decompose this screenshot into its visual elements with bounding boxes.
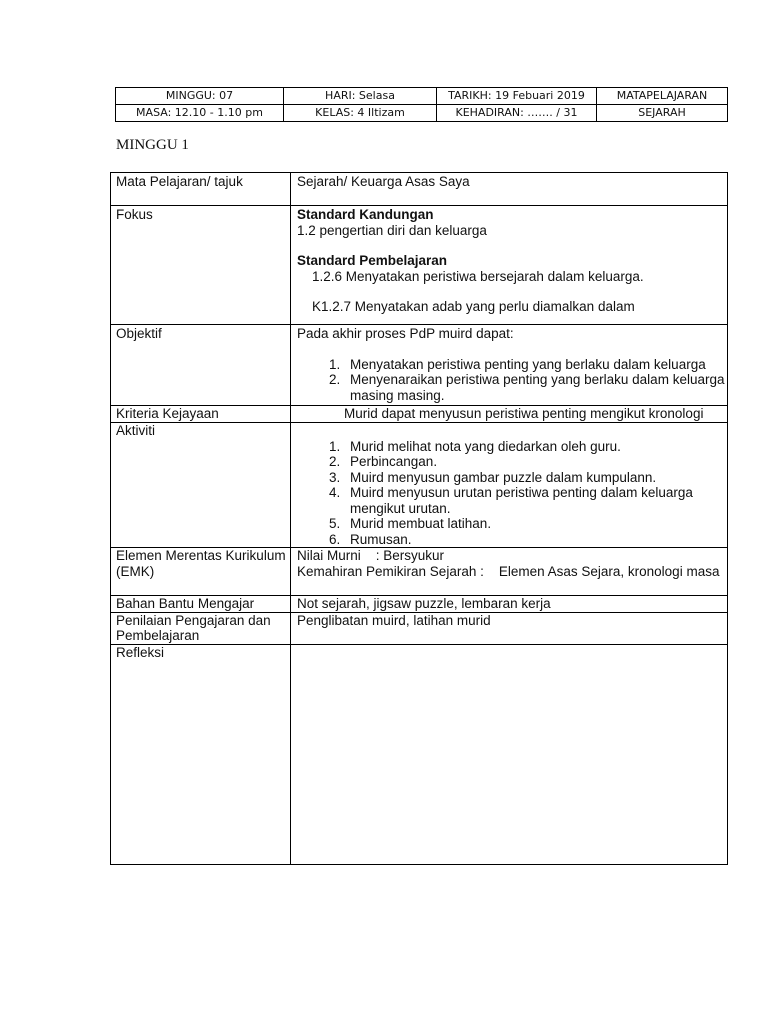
value-assessment: Penglibatan muird, latihan murid [291,612,728,644]
row-focus [111,206,728,325]
label-assessment: Penilaian Pengajaran dan Pembelajaran [111,612,291,644]
week-label: MINGGU 1 [116,137,189,153]
list-item: 4. Muird menyusun urutan peristiwa penting dalam keluarga mengikut urutan. [344,485,727,516]
value-activity [291,422,728,548]
header-table [115,87,728,122]
value-reflection [291,644,728,864]
value-focus [291,206,728,325]
label-reflection: Refleksi [111,644,291,864]
objective-list [297,357,727,404]
activity-list [297,439,727,548]
row-objective [111,325,728,406]
list-item: 2. Perbincangan. [344,454,727,470]
list-item: 6. Rumusan. [344,532,727,548]
label-materials: Bahan Bantu Mengajar [111,596,291,613]
label-subject: Mata Pelajaran/ tajuk [111,173,291,206]
list-item: 1. Menyatakan peristiwa penting yang berlaku dalam keluarga [344,357,727,373]
list-item: 3. Muird menyusun gambar puzzle dalam kumpulann. [344,470,727,486]
row-activity [111,422,728,548]
row-subject [111,173,728,206]
list-item: 1. Murid melihat nota yang diedarkan oleh guru. [344,439,727,455]
value-emk [291,548,728,596]
row-reflection [111,644,728,864]
row-criteria [111,406,728,423]
value-criteria: Murid dapat menyusun peristiwa penting mengikut kronologi [291,406,728,423]
list-item: 5. Murid membuat latihan. [344,516,727,532]
row-materials [111,596,728,613]
value-objective [291,325,728,406]
header-row [116,88,728,105]
header-date: TARIKH: 19 Febuari 2019 [437,88,597,105]
sp-item: 1.2.6 Menyatakan peristiwa bersejarah dalam keluarga. [312,268,644,284]
header-subject-value: SEJARAH [597,105,728,122]
row-assessment [111,612,728,644]
label-activity: Aktiviti [111,422,291,548]
label-criteria: Kriteria Kejayaan [111,406,291,423]
header-row [116,105,728,122]
header-week: MINGGU: 07 [116,88,284,105]
header-time: MASA: 12.10 - 1.10 pm [116,105,284,122]
row-emk [111,548,728,596]
header-attendance: KEHADIRAN: ……. / 31 [437,105,597,122]
header-class: KELAS: 4 Iltizam [284,105,437,122]
label-objective: Objektif [111,325,291,406]
sp-heading: Standard Pembelajaran [297,253,448,268]
objective-intro: Pada akhir proses PdP muird dapat: [297,326,514,341]
value-materials: Not sejarah, jigsaw puzzle, lembaran kerja [291,596,728,613]
list-item: 2. Menyenaraikan peristiwa penting yang berlaku dalam keluarga masing masing. [344,372,727,403]
emk-values: Nilai Murni : Bersyukur [297,548,445,563]
sk-text: 1.2 pengertian diri dan keluarga [297,222,487,238]
sp-item: K1.2.7 Menyatakan adab yang perlu diamalkan dalam [312,299,635,314]
lesson-plan-table [110,172,728,865]
sk-heading: Standard Kandungan [297,207,434,222]
label-focus: Fokus [111,206,291,325]
value-subject: Sejarah/ Keuarga Asas Saya [291,173,728,206]
header-day: HARI: Selasa [284,88,437,105]
label-emk: Elemen Merentas Kurikulum (EMK) [111,548,291,596]
emk-thinking-skills: Kemahiran Pemikiran Sejarah : Elemen Asas Sejara, kronologi masa [297,563,720,579]
header-subject-label: MATAPELAJARAN [597,88,728,105]
